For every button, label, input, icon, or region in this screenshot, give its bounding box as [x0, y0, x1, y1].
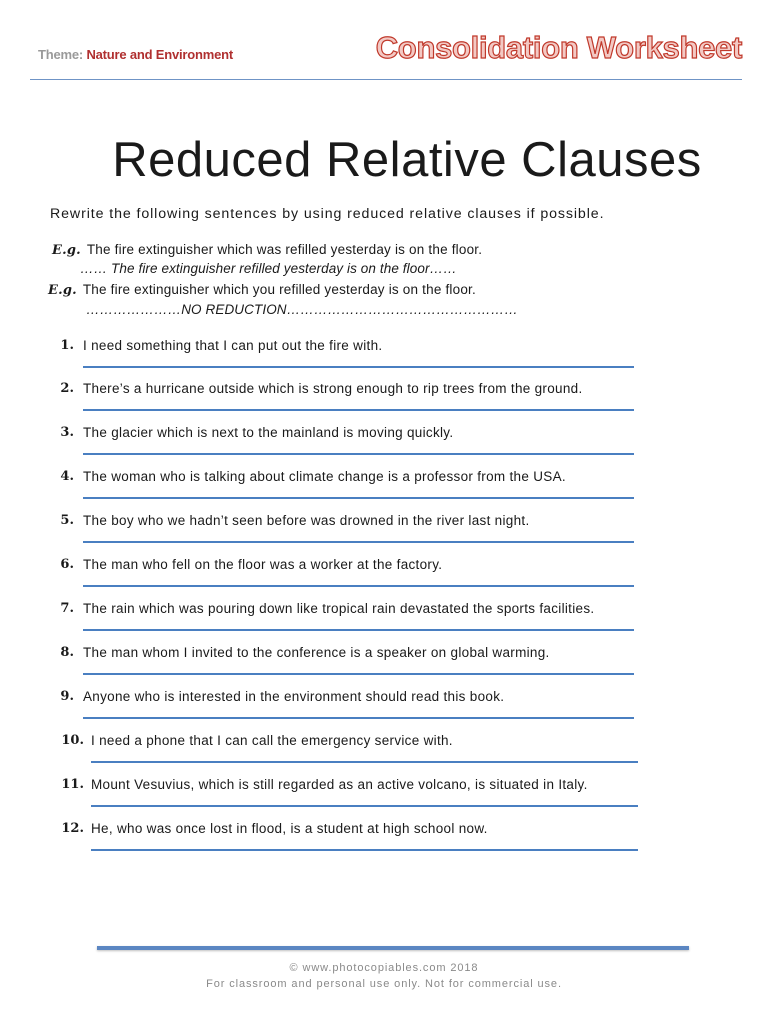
example-marker: E.g. [52, 243, 81, 258]
answer-line[interactable] [83, 629, 634, 631]
answer-line[interactable] [83, 673, 634, 675]
exercise-item [0, 821, 768, 865]
answer-line[interactable] [83, 409, 634, 411]
item-text: I need something that I can put out the fire with. [83, 338, 383, 353]
footer-divider [97, 946, 689, 950]
item-text: The woman who is talking about climate change is a professor from the USA. [83, 469, 566, 484]
example-1 [52, 242, 482, 258]
theme-key: Theme: [38, 47, 84, 62]
footer-notice: For classroom and personal use only. Not for commercial use. [206, 978, 562, 990]
answer-line[interactable] [83, 453, 634, 455]
worksheet-type-title: Consolidation Worksheet [375, 30, 742, 65]
example-1-answer: …… The fire extinguisher refilled yesterday is on the floor…… [80, 261, 457, 276]
item-number: 12. [61, 821, 84, 836]
answer-line[interactable] [83, 717, 634, 719]
item-number: 2. [60, 381, 74, 396]
item-text: I need a phone that I can call the emergency service with. [91, 733, 453, 748]
answer-line[interactable] [91, 761, 638, 763]
example-marker: E.g. [48, 283, 77, 298]
item-number: 9. [60, 689, 74, 704]
item-text: The man whom I invited to the conference is a speaker on global warming. [83, 645, 550, 660]
example-sentence: The fire extinguisher which was refilled yesterday is on the floor. [86, 242, 483, 257]
answer-line[interactable] [91, 805, 638, 807]
theme-value: Nature and Environment [86, 47, 234, 62]
item-text: There’s a hurricane outside which is strong enough to rip trees from the ground. [83, 381, 583, 396]
item-text: Anyone who is interested in the environment should read this book. [83, 689, 505, 704]
exercise-item [0, 733, 768, 777]
exercise-item [0, 777, 768, 821]
item-number: 3. [60, 425, 74, 440]
header-divider [30, 79, 742, 80]
exercise-item [0, 513, 768, 557]
item-number: 10. [61, 733, 84, 748]
item-text: The man who fell on the floor was a worker at the factory. [83, 557, 443, 572]
exercise-item [0, 557, 768, 601]
example-sentence: The fire extinguisher which you refilled yesterday is on the floor. [82, 282, 476, 297]
page-title: Reduced Relative Clauses [112, 133, 702, 187]
exercise-item [0, 601, 768, 645]
item-text: Mount Vesuvius, which is still regarded as an active volcano, is situated in Italy. [91, 777, 588, 792]
exercise-item [0, 425, 768, 469]
answer-line[interactable] [91, 849, 638, 851]
item-number: 6. [60, 557, 74, 572]
example-2 [48, 282, 476, 298]
theme-label [38, 47, 233, 62]
exercise-item [0, 645, 768, 689]
footer-copyright: © www.photocopiables.com 2018 [289, 962, 479, 974]
answer-line[interactable] [83, 585, 634, 587]
item-text: The boy who we hadn’t seen before was drowned in the river last night. [83, 513, 530, 528]
item-number: 5. [60, 513, 74, 528]
item-number: 8. [60, 645, 74, 660]
exercise-item [0, 381, 768, 425]
item-number: 7. [60, 601, 74, 616]
item-text: The glacier which is next to the mainland is moving quickly. [83, 425, 454, 440]
item-text: He, who was once lost in flood, is a student at high school now. [91, 821, 488, 836]
instructions: Rewrite the following sentences by using reduced relative clauses if possible. [50, 206, 605, 222]
answer-line[interactable] [83, 497, 634, 499]
exercise-item [0, 469, 768, 513]
item-number: 11. [61, 777, 84, 792]
answer-line[interactable] [83, 366, 634, 368]
exercise-item [0, 689, 768, 733]
item-number: 1. [60, 338, 74, 353]
exercise-item [0, 338, 768, 382]
answer-line[interactable] [83, 541, 634, 543]
item-number: 4. [60, 469, 74, 484]
item-text: The rain which was pouring down like tropical rain devastated the sports facilities. [83, 601, 595, 616]
page-header [0, 0, 768, 80]
example-2-answer: …………………NO REDUCTION…………………………………………… [86, 302, 518, 317]
